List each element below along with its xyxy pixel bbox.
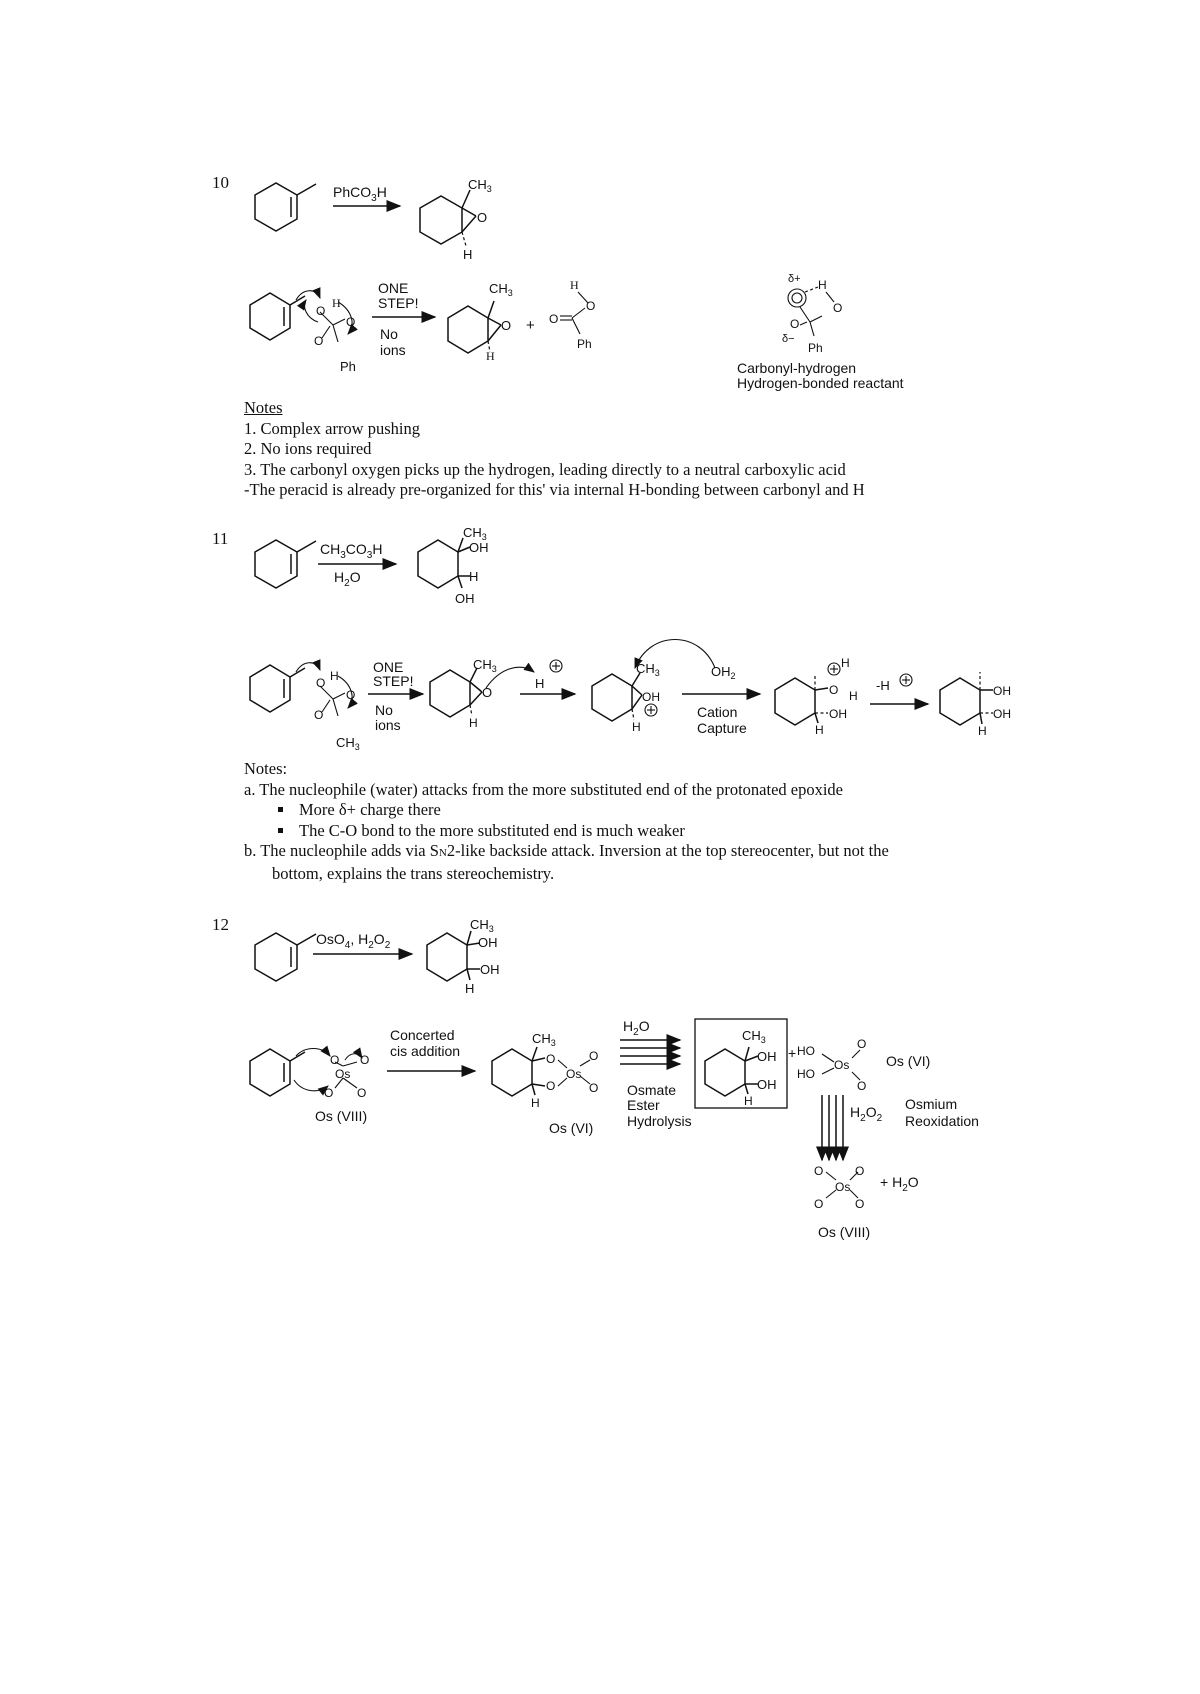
p12-osmate-label: Osmate [627,1082,677,1098]
p11-mech-o3: O [314,708,324,722]
p10-caption-1: Carbonyl-hydrogen [737,360,857,376]
p11-reagent-top: $CH_3CO_3H$ [320,541,383,561]
p11-prot-oh: OH [642,690,660,704]
p12-ester-o3: O [589,1049,599,1063]
p12-ester-h: H [531,1096,540,1110]
p10-byproduct-acid [560,292,588,334]
p11-prot-ch3: $CH_3$ [636,661,660,678]
p12-oso4-o3: O [814,1197,824,1211]
p11-final-trans-diol [940,672,993,725]
p11-notes-heading: Notes: [244,759,288,778]
p10-no-label: No [380,326,398,342]
p11-capture-label: Capture [697,720,747,736]
p10-note-2: 2. No ions required [244,439,372,458]
problem-number-12: 12 [212,915,229,934]
p12-hydrolysis-arrows [620,1040,680,1064]
p12-os8-bottom: Os (VIII) [818,1224,871,1240]
p10-caption-2: Hydrogen-bonded reactant [737,375,904,391]
p10-one-label: ONE [378,280,409,296]
p11-reagent-bottom: $H_2O$ [334,569,361,589]
p10-plus: + [526,317,535,334]
p11-reactant-methylcyclohexene [255,540,316,588]
p11-oxonium-h2: H [849,689,858,703]
p10-mech-o3: O [314,334,324,348]
p12-ester-ch3: $CH_3$ [532,1031,556,1048]
p11-prot-h: H [632,720,641,734]
p12-reoxidation-label: Reoxidation [905,1113,979,1129]
p11-mech-ch3: $CH_3$ [473,657,497,674]
p11-final-h: H [978,724,987,738]
p11-note-b-sub: N [438,847,447,859]
p11-deprotonate: -H [876,678,890,693]
p10-mech-o1: O [316,304,326,318]
p12-boxed-h: H [744,1094,753,1108]
p10-byproduct-ph: Ph [577,337,592,351]
p12-ester-label: Ester [627,1097,660,1113]
p11-mech-epoxide-h: H [469,716,478,730]
p12-mech-os: Os [335,1067,351,1081]
p12-product-ch3: $CH_3$ [470,917,494,934]
p11-note-a: a. The nucleophile (water) attacks from the more substituted end of the protonated epoxide [244,779,843,799]
p12-byproduct-o2: O [857,1079,867,1093]
p11-note-b-prefix: b. The nucleophile adds via S [244,841,439,860]
p11-notes [244,759,889,884]
p11-oxonium-oh: OH [829,707,847,721]
problem-number-10: 10 [212,173,229,192]
p10-ions-label: ions [380,342,406,358]
p10-delta-plus: δ+ [788,273,801,285]
p12-boxed-diol [705,1047,758,1096]
p11-one-label: ONE [373,659,404,675]
p11-oxonium-h3: H [815,723,824,737]
p10-byproduct-o2: O [549,312,559,326]
p11-note-b [244,841,889,864]
p12-ester-os: Os [566,1067,582,1081]
p10-step-label: STEP! [378,295,419,311]
p12-os6-label: Os (VI) [549,1120,594,1136]
p11-ions-label: ions [375,717,401,733]
p11-mech-epoxide-o: O [482,685,493,700]
p12-product-cis-diol [427,931,480,981]
p12-ester-o2: O [546,1079,556,1093]
p10-mech-epoxide-h: H [486,349,495,363]
p10-reagent: PhCO$_3$H [333,184,387,204]
p12-oso4-o2: O [855,1164,865,1178]
p10-product-epoxide [420,190,476,246]
p11-mech-o1: O [316,676,326,690]
p12-oso4-o1: O [814,1164,824,1178]
p10-side-h: H [818,278,827,292]
p10-side-o2: O [790,317,800,331]
p11-mech-o2: O [346,688,356,702]
p11-bullet-2-text: The C-O bond to the more substituted end is much weaker [299,820,685,840]
p12-mech-o2: O [360,1053,370,1067]
p10-product-o: O [477,210,488,225]
p12-mech-o1: O [330,1053,340,1067]
p12-boxed-ch3: $CH_3$ [742,1028,766,1045]
p10-byproduct-h: H [570,278,579,292]
p12-oso4-os: Os [835,1180,851,1194]
p12-product-oh1: OH [478,935,498,950]
p12-cis-addition-label: cis addition [390,1043,461,1059]
p11-product-ch3: $CH_3$ [463,525,487,542]
p10-byproduct-o1: O [586,299,596,313]
p12-plus: + [788,1045,797,1061]
p12-os6-right: Os (VI) [886,1053,931,1069]
p10-side-o: O [833,301,843,315]
p12-product-h: H [465,981,475,996]
p10-side-ph: Ph [808,341,823,355]
p10-mech-h: H [332,296,341,310]
p10-mech-o2: O [346,315,356,329]
p11-product-oh1: OH [469,540,489,555]
p12-ho-2: HO [797,1067,815,1081]
problem-number-11: 11 [212,529,229,548]
p10-note-1: 1. Complex arrow pushing [244,418,420,438]
p12-plus-water: + $H_2O$ [880,1174,919,1194]
p12-byproduct-o1: O [857,1037,867,1051]
p10-notes-heading: Notes [244,398,283,417]
p12-reactant-methylcyclohexene [255,933,316,981]
p10-note-3: 3. The carbonyl oxygen picks up the hydrogen, leading directly to a neutral carboxylic acid [244,459,846,479]
p12-hydrolysis-label: Hydrolysis [627,1113,692,1129]
p11-product-oh2: OH [455,591,475,606]
p12-hydrolysis-h2o: $H_2O$ [623,1018,650,1038]
p11-oxonium-h1: H [841,656,850,670]
p10-product-ch3: $CH_3$ [468,177,492,194]
p11-bullet-1-text: More δ+ charge there [299,800,441,819]
p11-cation-label: Cation [697,704,738,720]
p12-product-oh2: OH [480,962,500,977]
p11-product-h: H [469,569,479,584]
p10-mech-ch3: $CH_3$ [489,281,513,298]
p11-final-oh1: OH [993,684,1011,698]
p10-note-4: -The peracid is already pre-organized for this' via internal H-bonding between carbonyl and H [244,480,865,499]
p12-mech-o4: O [357,1086,367,1100]
p11-proton-h: H [535,676,545,691]
p12-boxed-oh1: OH [757,1049,777,1064]
p10-mech-epoxide [448,301,501,353]
p10-notes [244,398,865,501]
p12-concerted-label: Concerted [390,1027,455,1043]
p11-mech-h: H [330,669,339,683]
p10-reactant-methylcyclohexene [255,183,316,231]
p11-proton [535,660,562,691]
p11-oxonium-o: O [829,683,839,697]
p12-ester-o1: O [546,1052,556,1066]
p11-bullet-1 [244,800,889,821]
p12-boxed-oh2: OH [757,1077,777,1092]
p12-ester-o4: O [589,1081,599,1095]
p11-note-b-line2: bottom, explains the trans stereochemistry. [272,863,555,883]
p11-bullet-2 [244,821,889,842]
p12-reagent: OsO$_4$, $H_2O_2$ [316,931,391,951]
p11-final-oh2: OH [993,707,1011,721]
p11-product-diol [418,538,470,588]
p11-no-label: No [375,702,393,718]
p10-product-h: H [463,247,473,262]
p11-deprotonate-plus [900,674,912,686]
p12-reox-h2o2: $H_2O_2$ [850,1104,883,1124]
p12-oso4-o4: O [855,1197,865,1211]
p12-ho-1: HO [797,1044,815,1058]
p10-delta-minus: δ− [782,333,795,345]
p12-byproduct-os: Os [834,1058,850,1072]
p12-os8-label: Os (VIII) [315,1108,368,1124]
p12-reoxidation-arrows [822,1095,843,1160]
p12-osmium-label: Osmium [905,1096,958,1112]
p10-mech-ph: Ph [340,359,356,374]
p12-mech-o3: O [324,1086,334,1100]
p11-note-b-rest: 2-like backside attack. Inversion at the top stereocenter, but not the [446,841,889,860]
p11-step-label: STEP! [373,673,414,689]
p11-water: $OH_2$ [711,664,736,681]
p11-mech-ch3-left: $CH_3$ [336,735,360,752]
p10-mech-epoxide-o: O [501,318,512,333]
